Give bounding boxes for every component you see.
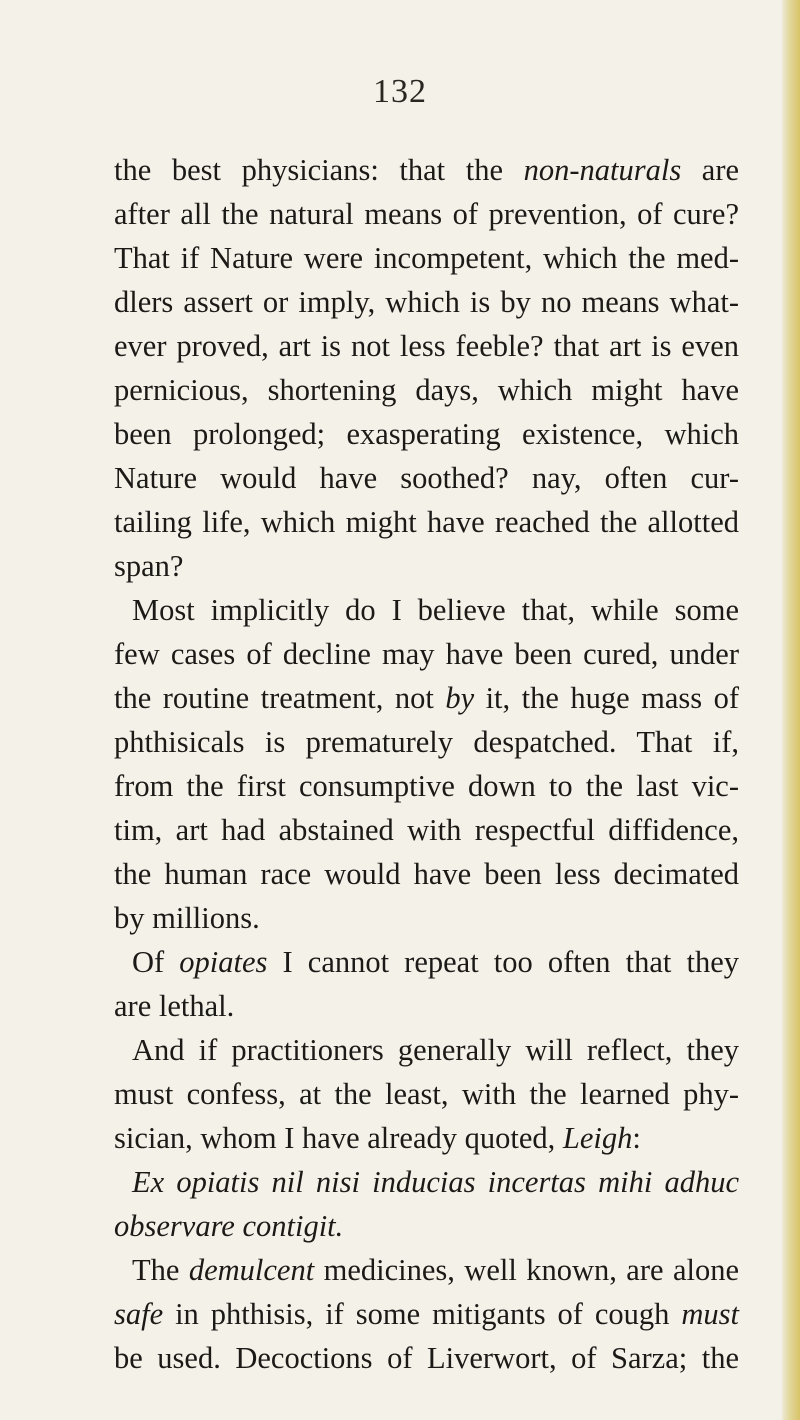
text-segment: the routine treatment, not <box>114 681 446 715</box>
text-segment: The <box>132 1253 189 1287</box>
text-segment: Nature would have soothed? nay, often cur- <box>114 461 739 495</box>
italic-text: opiates <box>179 945 268 979</box>
text-line <box>114 148 739 192</box>
body-text <box>114 148 739 1380</box>
text-line <box>114 764 739 808</box>
text-line <box>114 1204 739 1248</box>
text-line <box>114 192 739 236</box>
text-segment: Of <box>132 945 180 979</box>
text-segment: ever proved, art is not less feeble? that art is even <box>114 329 739 363</box>
italic-text: safe <box>114 1297 164 1331</box>
text-line <box>114 1248 739 1292</box>
italic-text: must <box>681 1297 739 1331</box>
text-line <box>114 456 739 500</box>
text-segment: sician, whom I have already quoted, <box>114 1121 563 1155</box>
text-segment: be used. Decoctions of Liverwort, of Sarza; the <box>114 1341 739 1375</box>
italic-text: by <box>445 681 475 715</box>
text-segment: pernicious, shortening days, which might have <box>114 373 739 407</box>
text-line <box>114 1292 739 1336</box>
italic-text: Leigh <box>562 1121 633 1155</box>
text-segment: And if practitioners generally will reflect, they <box>132 1033 739 1067</box>
text-segment: I cannot repeat too often that they <box>267 945 739 979</box>
text-segment: phthisicals is prematurely despatched. That if, <box>114 725 739 759</box>
text-line <box>114 1028 739 1072</box>
text-line <box>114 368 739 412</box>
text-line <box>114 236 739 280</box>
text-segment: are <box>681 153 740 187</box>
text-line <box>114 1072 739 1116</box>
text-segment: from the first consumptive down to the last vic- <box>114 769 739 803</box>
text-line <box>114 544 739 588</box>
text-segment: tim, art had abstained with respectful diffidence, <box>114 813 739 847</box>
italic-text: observare contigit. <box>114 1209 344 1243</box>
text-line <box>114 720 739 764</box>
page-edge <box>782 0 800 1420</box>
text-line <box>114 852 739 896</box>
italic-text: demulcent <box>188 1253 315 1287</box>
text-segment: by millions. <box>114 901 260 935</box>
text-segment: : <box>632 1121 641 1155</box>
italic-text: non-naturals <box>523 153 682 187</box>
text-segment: are lethal. <box>114 989 235 1023</box>
text-segment: the best physicians: that the <box>114 153 524 187</box>
text-segment: span? <box>114 549 184 583</box>
page-number: 132 <box>373 73 427 110</box>
text-segment: Most implicitly do I believe that, while some <box>132 593 739 627</box>
text-segment: the human race would have been less decimated <box>114 857 739 891</box>
text-segment: in phthisis, if some mitigants of cough <box>163 1297 682 1331</box>
text-segment: few cases of decline may have been cured, under <box>114 637 739 671</box>
text-segment: been prolonged; exasperating existence, which <box>114 417 739 451</box>
text-line <box>114 808 739 852</box>
text-line <box>114 280 739 324</box>
text-line <box>114 896 739 940</box>
text-segment: it, the huge mass of <box>474 681 739 715</box>
text-segment: medicines, well known, are alone <box>314 1253 739 1287</box>
text-segment: That if Nature were incompetent, which the med- <box>114 241 739 275</box>
text-line <box>114 632 739 676</box>
italic-text: Ex opiatis nil nisi inducias incertas mihi adhuc <box>132 1165 739 1199</box>
text-line <box>114 500 739 544</box>
text-line <box>114 324 739 368</box>
text-segment: after all the natural means of prevention, of cure? <box>114 197 739 231</box>
text-line <box>114 412 739 456</box>
text-segment: dlers assert or imply, which is by no means what- <box>114 285 739 319</box>
text-segment: tailing life, which might have reached the allotted <box>114 505 739 539</box>
text-line <box>114 984 739 1028</box>
text-line <box>114 1116 739 1160</box>
text-line <box>114 676 739 720</box>
text-segment: must confess, at the least, with the learned phy- <box>114 1077 739 1111</box>
text-line <box>114 1336 739 1380</box>
text-line <box>114 940 739 984</box>
text-line <box>114 1160 739 1204</box>
text-line <box>114 588 739 632</box>
